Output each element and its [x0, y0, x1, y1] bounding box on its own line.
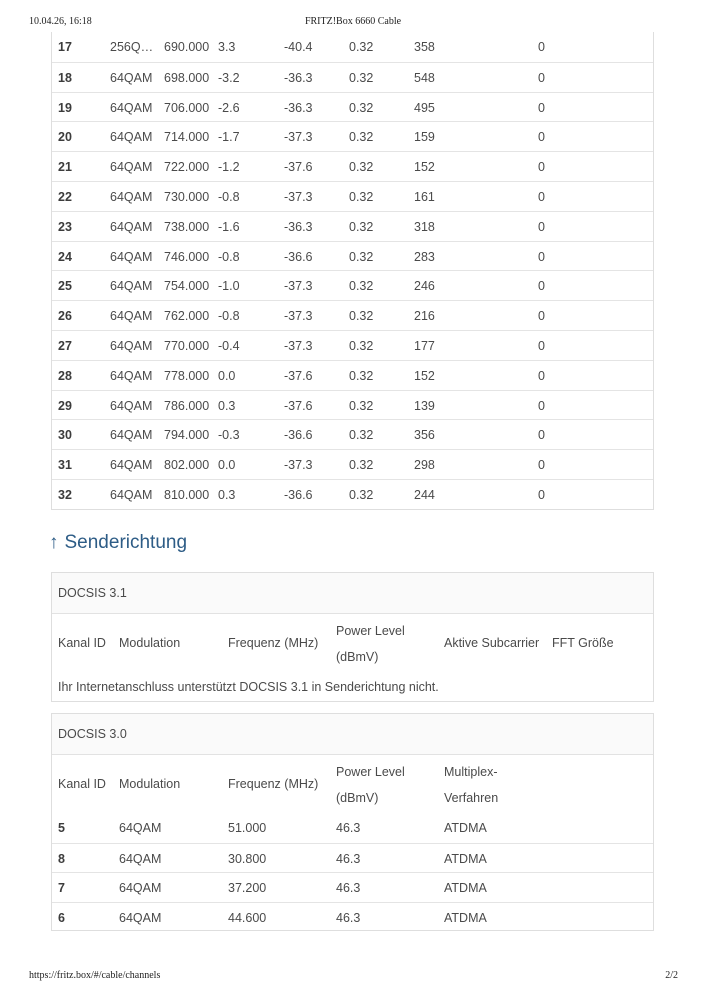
cell-frequenz: 794.000 — [164, 428, 210, 443]
cell-kanal-id: 32 — [58, 488, 72, 502]
table-row — [52, 270, 653, 301]
cell-frequenz: 802.000 — [164, 458, 210, 473]
table-row — [52, 872, 653, 903]
cell-latenz: 0.32 — [349, 160, 374, 175]
cell-nicht-korrigierbare-fehler: 0 — [538, 428, 545, 443]
cell-kanal-id: 28 — [58, 368, 72, 383]
cell-nicht-korrigierbare-fehler: 0 — [538, 249, 545, 264]
cell-frequenz: 698.000 — [164, 70, 210, 85]
cell-frequenz: 51.000 — [228, 821, 267, 835]
table-row — [52, 419, 653, 450]
print-header — [0, 16, 706, 32]
table-row — [52, 479, 653, 510]
cell-korrigierbare-fehler: 358 — [414, 40, 435, 54]
cell-kanal-id: 25 — [58, 279, 72, 294]
cell-frequenz: 706.000 — [164, 100, 210, 115]
table-row — [52, 32, 653, 62]
print-page-title: FRITZ!Box 6660 Cable — [304, 16, 402, 27]
table-row — [52, 300, 653, 331]
cell-latenz: 0.32 — [349, 249, 374, 264]
col-kanal-id: Kanal ID — [58, 777, 106, 791]
cell-korrigierbare-fehler: 283 — [414, 249, 435, 264]
cell-multiplex-verfahren: ATDMA — [444, 910, 487, 925]
print-page-number: 2/2 — [665, 970, 678, 981]
cell-nicht-korrigierbare-fehler: 0 — [538, 219, 545, 234]
cell-mse: -37.6 — [284, 368, 313, 383]
col-modulation: Modulation — [119, 636, 181, 650]
col-multiplex: Multiplex- — [444, 765, 498, 779]
cell-modulation: 256Q… — [110, 40, 154, 54]
cell-kanal-id: 8 — [58, 851, 65, 866]
table-row — [52, 181, 653, 212]
table-row — [52, 843, 653, 874]
cell-kanal-id: 21 — [58, 160, 72, 175]
downstream-table — [51, 32, 654, 510]
cell-korrigierbare-fehler: 356 — [414, 428, 435, 443]
col-power-unit: (dBmV) — [336, 650, 379, 664]
cell-power-level: 46.3 — [336, 910, 361, 925]
table-row — [52, 390, 653, 421]
cell-kanal-id: 19 — [58, 100, 72, 115]
cell-kanal-id: 30 — [58, 428, 72, 443]
cell-mse: -37.3 — [284, 309, 313, 324]
cell-kanal-id: 23 — [58, 219, 72, 234]
cell-latenz: 0.32 — [349, 70, 374, 85]
cell-mse: -40.4 — [284, 40, 313, 54]
cell-nicht-korrigierbare-fehler: 0 — [538, 339, 545, 353]
cell-kanal-id: 6 — [58, 910, 65, 925]
cell-latenz: 0.32 — [349, 100, 374, 115]
cell-latenz: 0.32 — [349, 428, 374, 443]
cell-latenz: 0.32 — [349, 219, 374, 234]
cell-power-level: 46.3 — [336, 821, 361, 835]
cell-power-level: 0.3 — [218, 488, 236, 502]
cell-mse: -37.3 — [284, 279, 313, 294]
cell-nicht-korrigierbare-fehler: 0 — [538, 398, 545, 413]
cell-modulation: 64QAM — [119, 881, 162, 895]
cell-mse: -37.3 — [284, 130, 313, 145]
cell-modulation: 64QAM — [110, 488, 153, 502]
cell-power-level: -1.0 — [218, 279, 240, 294]
cell-korrigierbare-fehler: 152 — [414, 368, 435, 383]
cell-frequenz: 754.000 — [164, 279, 210, 294]
cell-mse: -37.3 — [284, 339, 313, 353]
cell-modulation: 64QAM — [110, 100, 153, 115]
cell-modulation: 64QAM — [110, 458, 153, 473]
cell-modulation: 64QAM — [110, 70, 153, 85]
cell-power-level: -0.8 — [218, 249, 240, 264]
table-row — [52, 241, 653, 272]
cell-frequenz: 722.000 — [164, 160, 210, 175]
cell-mse: -36.3 — [284, 100, 313, 115]
table-row — [52, 813, 653, 843]
cell-nicht-korrigierbare-fehler: 0 — [538, 160, 545, 175]
cell-korrigierbare-fehler: 161 — [414, 190, 435, 204]
cell-power-level: 46.3 — [336, 851, 361, 866]
table-row — [52, 121, 653, 152]
cell-frequenz: 30.800 — [228, 851, 267, 866]
col-multiplex-verfahren: Verfahren — [444, 791, 499, 805]
table-row — [52, 151, 653, 182]
cell-kanal-id: 22 — [58, 190, 72, 204]
cell-power-level: -1.7 — [218, 130, 240, 145]
cell-kanal-id: 26 — [58, 309, 72, 324]
cell-mse: -36.6 — [284, 249, 313, 264]
cell-kanal-id: 31 — [58, 458, 72, 473]
cell-korrigierbare-fehler: 216 — [414, 309, 435, 324]
col-aktive-subcarrier: Aktive Subcarrier — [444, 636, 540, 650]
cell-latenz: 0.32 — [349, 309, 374, 324]
cell-power-level: 0.3 — [218, 398, 236, 413]
cell-latenz: 0.32 — [349, 368, 374, 383]
cell-mse: -36.3 — [284, 219, 313, 234]
cell-kanal-id: 5 — [58, 821, 65, 835]
cell-power-level: -0.8 — [218, 190, 240, 204]
cell-modulation: 64QAM — [119, 821, 162, 835]
cell-modulation: 64QAM — [110, 130, 153, 145]
cell-power-level: -0.8 — [218, 309, 240, 324]
cell-kanal-id: 7 — [58, 881, 65, 895]
cell-korrigierbare-fehler: 177 — [414, 339, 435, 353]
cell-multiplex-verfahren: ATDMA — [444, 821, 487, 835]
cell-mse: -37.3 — [284, 458, 313, 473]
cell-modulation: 64QAM — [110, 279, 153, 294]
cell-nicht-korrigierbare-fehler: 0 — [538, 130, 545, 145]
cell-mse: -37.3 — [284, 190, 313, 204]
cell-nicht-korrigierbare-fehler: 0 — [538, 458, 545, 473]
cell-frequenz: 714.000 — [164, 130, 210, 145]
col-modulation: Modulation — [119, 777, 181, 791]
cell-frequenz: 762.000 — [164, 309, 210, 324]
cell-frequenz: 44.600 — [228, 910, 267, 925]
cell-frequenz: 786.000 — [164, 398, 210, 413]
cell-korrigierbare-fehler: 495 — [414, 100, 435, 115]
cell-korrigierbare-fehler: 139 — [414, 398, 435, 413]
cell-latenz: 0.32 — [349, 40, 374, 54]
cell-korrigierbare-fehler: 246 — [414, 279, 435, 294]
table-row — [52, 902, 653, 933]
cell-modulation: 64QAM — [110, 190, 153, 204]
cell-modulation: 64QAM — [110, 428, 153, 443]
cell-korrigierbare-fehler: 159 — [414, 130, 435, 145]
col-power-level: Power Level — [336, 624, 405, 638]
table-row — [52, 92, 653, 123]
docsis30-heading: DOCSIS 3.0 — [52, 714, 653, 755]
cell-kanal-id: 29 — [58, 398, 72, 413]
print-url: https://fritz.box/#/cable/channels — [29, 970, 161, 981]
table-row — [52, 62, 653, 93]
cell-frequenz: 810.000 — [164, 488, 210, 502]
docsis31-note: Ihr Internetanschluss unterstützt DOCSIS 3.1 in Senderichtung nicht. — [58, 680, 439, 694]
cell-latenz: 0.32 — [349, 130, 374, 145]
table-row — [52, 211, 653, 242]
cell-mse: -37.6 — [284, 160, 313, 175]
cell-latenz: 0.32 — [349, 458, 374, 473]
cell-latenz: 0.32 — [349, 339, 374, 353]
cell-mse: -36.6 — [284, 488, 313, 502]
cell-frequenz: 746.000 — [164, 249, 210, 264]
cell-nicht-korrigierbare-fehler: 0 — [538, 100, 545, 115]
col-kanal-id: Kanal ID — [58, 636, 106, 650]
cell-power-level: -3.2 — [218, 70, 240, 85]
cell-modulation: 64QAM — [110, 368, 153, 383]
col-power-unit: (dBmV) — [336, 791, 379, 805]
arrow-up-icon: ↑ — [49, 532, 59, 553]
cell-mse: -36.3 — [284, 70, 313, 85]
print-datetime: 10.04.26, 16:18 — [29, 16, 92, 27]
col-fft-groesse: FFT Größe — [552, 636, 614, 650]
docsis30-panel — [51, 713, 654, 931]
cell-kanal-id: 20 — [58, 130, 72, 145]
cell-power-level: -2.6 — [218, 100, 240, 115]
cell-kanal-id: 24 — [58, 249, 72, 264]
cell-kanal-id: 17 — [58, 40, 72, 54]
cell-frequenz: 770.000 — [164, 339, 210, 353]
cell-latenz: 0.32 — [349, 279, 374, 294]
cell-latenz: 0.32 — [349, 398, 374, 413]
cell-kanal-id: 27 — [58, 339, 72, 353]
cell-multiplex-verfahren: ATDMA — [444, 851, 487, 866]
cell-korrigierbare-fehler: 152 — [414, 160, 435, 175]
cell-frequenz: 730.000 — [164, 190, 210, 204]
cell-nicht-korrigierbare-fehler: 0 — [538, 70, 545, 85]
table-row — [52, 360, 653, 391]
docsis31-heading: DOCSIS 3.1 — [52, 573, 653, 614]
cell-modulation: 64QAM — [119, 851, 162, 866]
cell-modulation: 64QAM — [110, 309, 153, 324]
cell-modulation: 64QAM — [110, 219, 153, 234]
cell-nicht-korrigierbare-fehler: 0 — [538, 368, 545, 383]
cell-frequenz: 738.000 — [164, 219, 210, 234]
col-frequenz: Frequenz (MHz) — [228, 636, 319, 650]
cell-power-level: 46.3 — [336, 881, 361, 895]
cell-multiplex-verfahren: ATDMA — [444, 881, 487, 895]
cell-frequenz: 37.200 — [228, 881, 267, 895]
cell-power-level: -1.2 — [218, 160, 240, 175]
cell-korrigierbare-fehler: 548 — [414, 70, 435, 85]
cell-nicht-korrigierbare-fehler: 0 — [538, 279, 545, 294]
cell-frequenz: 690.000 — [164, 40, 210, 54]
cell-nicht-korrigierbare-fehler: 0 — [538, 40, 545, 54]
upstream-section-title — [49, 532, 187, 554]
cell-power-level: 0.0 — [218, 458, 236, 473]
table-row — [52, 449, 653, 480]
cell-latenz: 0.32 — [349, 488, 374, 502]
cell-modulation: 64QAM — [110, 398, 153, 413]
cell-modulation: 64QAM — [110, 160, 153, 175]
cell-nicht-korrigierbare-fehler: 0 — [538, 190, 545, 204]
cell-modulation: 64QAM — [119, 910, 162, 925]
table-row — [52, 330, 653, 361]
col-frequenz: Frequenz (MHz) — [228, 777, 319, 791]
upstream-title-text: Senderichtung — [64, 532, 188, 553]
cell-korrigierbare-fehler: 244 — [414, 488, 435, 502]
cell-latenz: 0.32 — [349, 190, 374, 204]
cell-power-level: -0.4 — [218, 339, 240, 353]
cell-mse: -36.6 — [284, 428, 313, 443]
cell-korrigierbare-fehler: 298 — [414, 458, 435, 473]
cell-power-level: 0.0 — [218, 368, 236, 383]
cell-power-level: -0.3 — [218, 428, 240, 443]
cell-modulation: 64QAM — [110, 249, 153, 264]
print-footer — [0, 970, 706, 986]
cell-mse: -37.6 — [284, 398, 313, 413]
docsis31-panel — [51, 572, 654, 702]
col-power-level: Power Level — [336, 765, 405, 779]
cell-nicht-korrigierbare-fehler: 0 — [538, 488, 545, 502]
cell-nicht-korrigierbare-fehler: 0 — [538, 309, 545, 324]
cell-kanal-id: 18 — [58, 70, 72, 85]
cell-korrigierbare-fehler: 318 — [414, 219, 435, 234]
cell-power-level: 3.3 — [218, 40, 236, 54]
cell-modulation: 64QAM — [110, 339, 153, 353]
cell-power-level: -1.6 — [218, 219, 240, 234]
cell-frequenz: 778.000 — [164, 368, 210, 383]
